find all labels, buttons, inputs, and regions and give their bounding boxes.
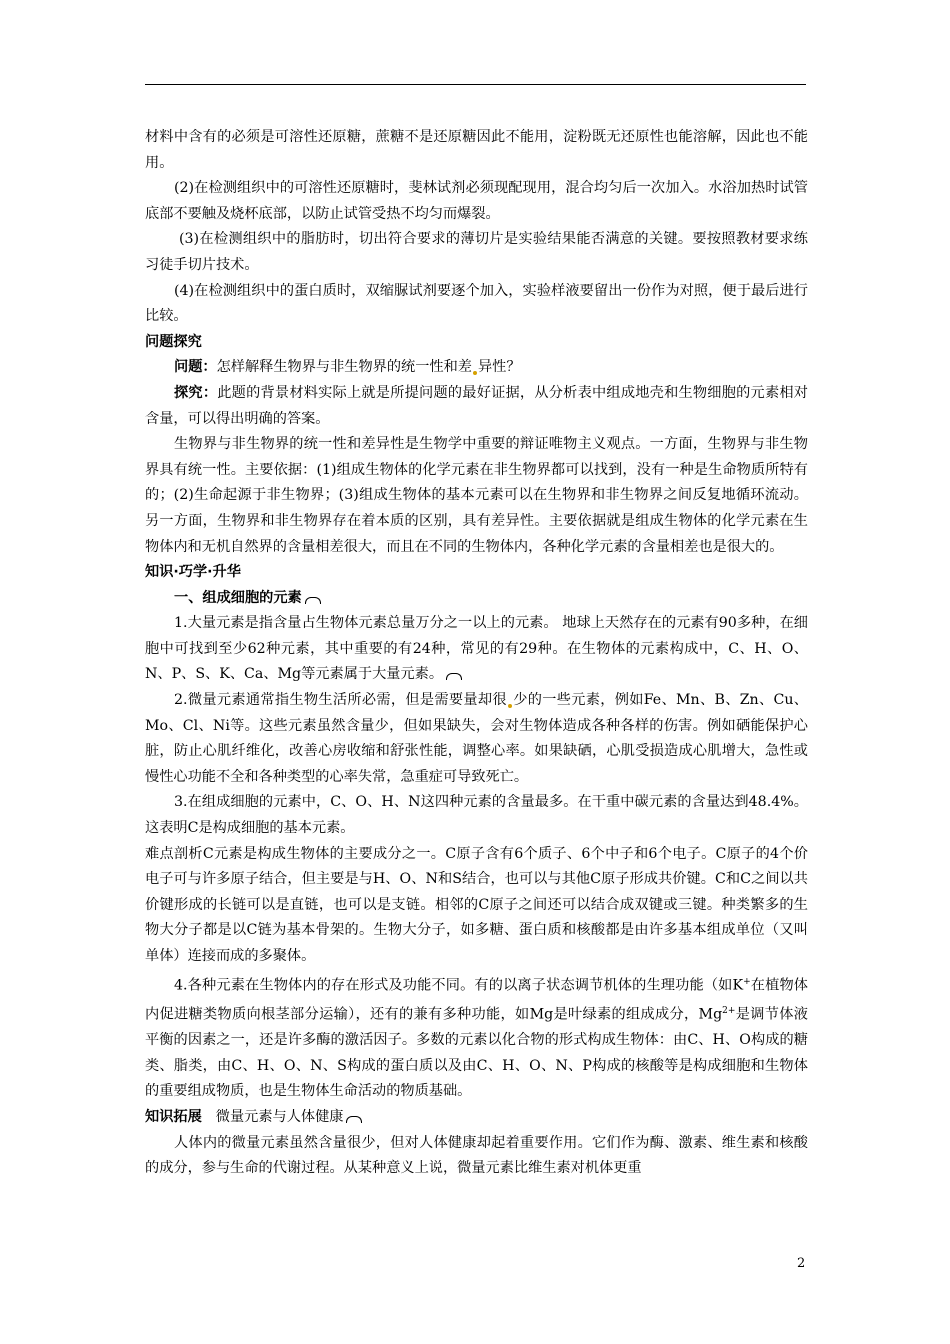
tuozhan-paragraph: 人体内的微量元素虽然含量很少，但对人体健康却起着重要作用。它们作为酶、激素、维生素和核酸的成分，参与生命的代谢过程。从某种意义上说，微量元素比维生素对机体更重 — [145, 1134, 808, 1177]
item-1-text: 1.大量元素是指含量占生物体元素总量万分之一以上的元素。 地球上天然存在的元素有90多种，在细胞中可找到至少62种元素，其中重要的有24种，常见的有29种。在生物体的元素构成中，C、H、O、N、P、S、K、Ca、Mg等元素属于大量元素。 — [145, 615, 808, 683]
tuozhan-heading-line — [145, 1105, 808, 1131]
document-body — [145, 125, 808, 1182]
item-4-text-b: 在植物体内促进糖类物质向根茎部分运输），还有的兼有多种功能，如Mg是叶绿素的组成成分，Mg — [145, 977, 808, 1023]
item-2 — [145, 688, 808, 790]
heading-wenti: 问题探究 — [145, 333, 202, 350]
explain-paragraph: 生物界与非生物界的统一性和差异性是生物学中重要的辩证唯物主义观点。一方面，生物界与非生物界具有统一性。主要依据：(1)组成生物体的化学元素在非生物界都可以找到，没有一种是生命物质所特有的；(2)生命起源于非生物界；(3)组成生物体的基本元素可以在生物界和非生物界之间反复地循环流动。另一方面，生物界和非生物界存在着本质的区别，具有差异性。主要依据就是组成生物体的化学元素在生物体内和无机自然界的含量相差很大，而且在不同的生物体内，各种化学元素的含量相差也是很大的。 — [145, 436, 808, 555]
paragraph-3: (3)在检测组织中的脂肪时，切出符合要求的薄切片是实验结果能否满意的关键。要按照教材要求练习徒手切片技术。 — [145, 231, 808, 273]
tuozhan-title: 微量元素与人体健康 — [215, 1109, 344, 1126]
item-2-text-b: 少的一些元素，例如Fe、Mn、B、Zn、Cu、Mo、Cl、Ni等。这些元素虽然含量少，但如果缺失，会对生物体造成各种各样的伤害。例如硒能保护心脏，防止心肌纤维化，改善心房收缩和舒张性能，调整心率。如果缺硒，心肌受损造成心肌增大，急性或慢性心功能不全和各种类型的心率失常，急重症可导致死亡。 — [145, 692, 808, 785]
item-3: 3.在组成细胞的元素中，C、O、H、N这四种元素的含量最多。在干重中碳元素的含量达到48.4%。这表明C是构成细胞的基本元素。 — [145, 794, 808, 837]
item-4-sup-1: + — [743, 976, 751, 987]
question-paragraph — [145, 355, 808, 381]
item-1 — [145, 611, 808, 688]
heading-tuozhan: 知识拓展 — [145, 1109, 202, 1126]
dot-mark-icon — [473, 371, 477, 375]
item-4-text-c: 是调节体液平衡的因素之一，还是许多酶的激活因子。多数的元素以化合物的形式构成生物体：由C、H、O构成的糖类、脂类，由C、H、O、N、S构成的蛋白质以及由C、H、O、N、P构成的核酸等是构成细胞和生物体的重要组成物质，也是生物体生命活动的物质基础。 — [145, 1006, 808, 1100]
dot-mark-icon — [508, 704, 512, 708]
header-rule — [145, 84, 806, 85]
page-number: 2 — [797, 1256, 806, 1271]
item-4-sup-2: 2+ — [722, 1005, 736, 1016]
paragraph-1: 材料中含有的必须是可溶性还原糖，蔗糖不是还原糖因此不能用，淀粉既无还原性也能溶解，因此也不能用。 — [145, 129, 808, 171]
explore-text: 此题的背景材料实际上就是所提问题的最好证据，从分析表中组成地壳和生物细胞的元素相对含量，可以得出明确的答案。 — [145, 384, 808, 427]
explore-label: 探究： — [174, 384, 218, 401]
explore-paragraph — [145, 381, 808, 432]
paragraph-4: (4)在检测组织中的蛋白质时，双缩脲试剂要逐个加入，实验样液要留出一份作为对照，便于最后进行比较。 — [145, 282, 808, 325]
bracket-mark-icon — [346, 1116, 362, 1123]
item-4 — [145, 970, 808, 1105]
question-label: 问题： — [174, 359, 217, 376]
subheading-elements — [145, 586, 808, 612]
bracket-mark-icon — [305, 597, 321, 604]
paragraph-2: (2)在检测组织中的可溶性还原糖时，斐林试剂必须现配现用，混合均匀后一次加入。水浴加热时试管底部不要触及烧杯底部，以防止试管受热不均匀而爆裂。 — [145, 180, 808, 222]
difficulty-paragraph: 难点剖析C元素是构成生物体的主要成分之一。C原子含有6个质子、6个中子和6个电子。C原子的4个价电子可与许多原子结合，但主要是与H、O、N和S结合，也可以与其他C原子形成共价键。C和C之间以共价键形成的长链可以是直链，也可以是支链。相邻的C原子之间还可以结合成双键或三键。种类繁多的生物大分子都是以C链为基本骨架的。生物大分子，如多糖、蛋白质和核酸都是由许多基本组成单位（又叫单体）连接而成的多聚体。 — [145, 845, 808, 964]
subheading-text: 一、组成细胞的元素 — [174, 589, 302, 606]
item-4-text-a: 4.各种元素在生物体内的存在形式及功能不同。有的以离子状态调节机体的生理功能（如K — [174, 977, 744, 994]
question-text-a: 怎样解释生物界与非生物界的统一性和差 — [216, 359, 472, 376]
bracket-mark-icon — [446, 673, 462, 680]
item-2-text-a: 2.微量元素通常指生物生活所必需，但是需要量却很 — [174, 692, 507, 709]
question-text-b: 异性？ — [477, 359, 521, 376]
heading-zhishi: 知识·巧学·升华 — [145, 564, 241, 581]
